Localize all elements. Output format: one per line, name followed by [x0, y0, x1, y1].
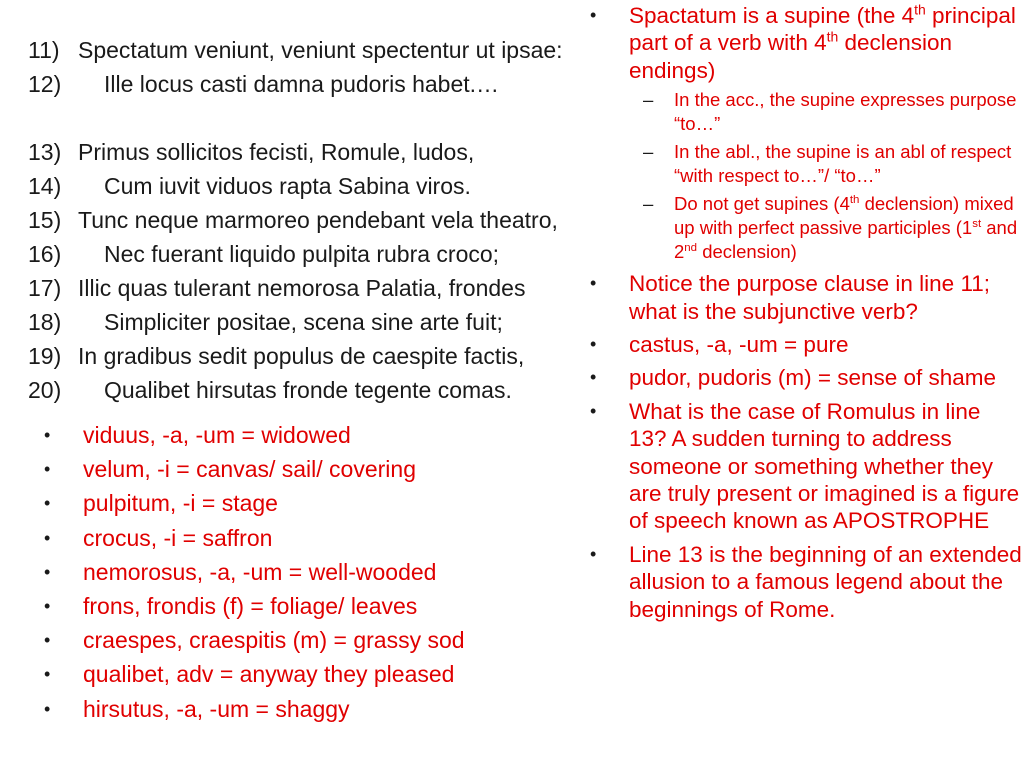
vocab-text: pulpitum, -i = stage — [83, 490, 278, 517]
sub-note-ablative: – In the abl., the supine is an abl of respect “with respect to…”/ “to…” — [643, 141, 1012, 187]
line-number: 12) — [28, 71, 62, 97]
vocab-text: qualibet, adv = anyway they pleased — [83, 661, 455, 688]
vocab-text: frons, frondis (f) = foliage/ leaves — [83, 593, 418, 620]
bullet-icon: • — [44, 425, 51, 445]
bullet-icon: • — [44, 630, 51, 651]
vocab-item — [44, 555, 584, 589]
latin-line-16 — [28, 237, 628, 271]
supine-sub-list — [629, 88, 1022, 264]
latin-line-text: Nec fuerant liquido pulpita rubra croco; — [104, 241, 500, 267]
latin-line-18 — [28, 305, 628, 339]
note-apostrophe — [590, 398, 1022, 535]
vocab-text: nemorosus, -a, -um = well-wooded — [83, 558, 437, 585]
bullet-icon: • — [590, 367, 597, 388]
latin-line-text: Qualibet hirsutas fronde tegente comas. — [104, 377, 512, 403]
line-number: 18) — [28, 309, 62, 335]
vocab-text: viduus, -a, -um = widowed — [83, 422, 351, 448]
dash-icon: – — [643, 89, 654, 111]
latin-line-text: Tunc neque marmoreo pendebant vela theatro, — [78, 207, 558, 233]
bullet-icon: • — [590, 543, 597, 564]
line-number: 15) — [28, 207, 62, 233]
line-number: 14) — [28, 173, 62, 199]
notes-list — [590, 2, 1022, 629]
vocab-item — [44, 521, 584, 555]
bullet-icon: • — [44, 664, 51, 685]
note-supine — [590, 2, 1022, 264]
bullet-icon: • — [44, 596, 51, 617]
latin-line-text: Ille locus casti damna pudoris habet.… — [104, 71, 500, 97]
latin-text-block — [28, 33, 628, 407]
vocab-item — [44, 486, 584, 520]
line-number: 13) — [28, 139, 62, 165]
bullet-icon: • — [590, 400, 597, 421]
vocab-text: crocus, -i = saffron — [83, 524, 273, 551]
line-number: 11) — [28, 37, 60, 63]
dash-icon: – — [643, 193, 654, 215]
vocab-item — [44, 692, 584, 726]
note-text: Spactatum is a supine (the 4th principal part of a verb with 4th declension endings) — [629, 1, 1016, 83]
vocab-item — [44, 657, 584, 691]
vocab-text: velum, -i = canvas/ sail/ covering — [83, 456, 416, 483]
bullet-icon: • — [590, 5, 597, 25]
bullet-icon: • — [590, 334, 597, 355]
vocabulary-list — [44, 418, 584, 726]
latin-line-13 — [28, 135, 628, 169]
note-text: What is the case of Romulus in line 13? A sudden turning to address someone or something whether they are truly present or imagined is a figure of speech known as APOSTROPHE — [629, 398, 1020, 534]
note-text: pudor, pudoris (m) = sense of shame — [629, 365, 997, 391]
latin-line-14 — [28, 169, 628, 203]
latin-line-20 — [28, 373, 628, 407]
latin-line-11 — [28, 33, 628, 67]
vocab-item — [44, 589, 584, 623]
latin-line-19 — [28, 339, 628, 373]
bullet-icon: • — [44, 527, 51, 548]
vocab-item — [44, 623, 584, 657]
latin-line-12 — [28, 67, 628, 101]
note-text: Notice the purpose clause in line 11; what is the subjunctive verb? — [629, 271, 991, 324]
latin-line-text: In gradibus sedit populus de caespite factis, — [78, 343, 525, 369]
sub-note-accusative: – In the acc., the supine expresses purpose “to…” — [643, 89, 1017, 135]
bullet-icon: • — [44, 561, 51, 582]
note-purpose-clause — [590, 270, 1022, 325]
sub-note-warning: – Do not get supines (4th declension) mixed up with perfect passive participles (1st and 2nd declension) — [643, 193, 1018, 263]
line-number: 19) — [28, 343, 62, 369]
latin-line-text: Spectatum veniunt, veniunt spectentur ut ipsae: — [78, 37, 563, 63]
bullet-icon: • — [44, 493, 51, 514]
vocab-item — [44, 452, 584, 486]
note-text: Line 13 is the beginning of an extended allusion to a famous legend about the beginnings of Rome. — [629, 541, 1022, 622]
vocab-text: hirsutus, -a, -um = shaggy — [83, 695, 350, 722]
line-number: 20) — [28, 377, 62, 403]
note-text: castus, -a, -um = pure — [629, 332, 849, 358]
bullet-icon: • — [44, 459, 51, 480]
latin-line-text: Simpliciter positae, scena sine arte fuit; — [104, 309, 503, 335]
note-allusion — [590, 541, 1022, 623]
vocab-item — [44, 418, 584, 452]
vocab-text: craespes, craespitis (m) = grassy sod — [83, 627, 465, 654]
bullet-icon: • — [44, 698, 51, 719]
bullet-icon: • — [590, 273, 597, 294]
latin-line-17 — [28, 271, 628, 305]
latin-line-15 — [28, 203, 628, 237]
note-castus — [590, 331, 1022, 358]
note-pudor — [590, 364, 1022, 391]
latin-line-text: Cum iuvit viduos rapta Sabina viros. — [104, 173, 471, 199]
line-number: 17) — [28, 275, 62, 301]
latin-line-text: Primus sollicitos fecisti, Romule, ludos, — [78, 139, 475, 165]
line-number: 16) — [28, 241, 62, 267]
stanza-gap — [28, 101, 628, 135]
latin-line-text: Illic quas tulerant nemorosa Palatia, frondes — [78, 275, 526, 301]
dash-icon: – — [643, 141, 654, 163]
